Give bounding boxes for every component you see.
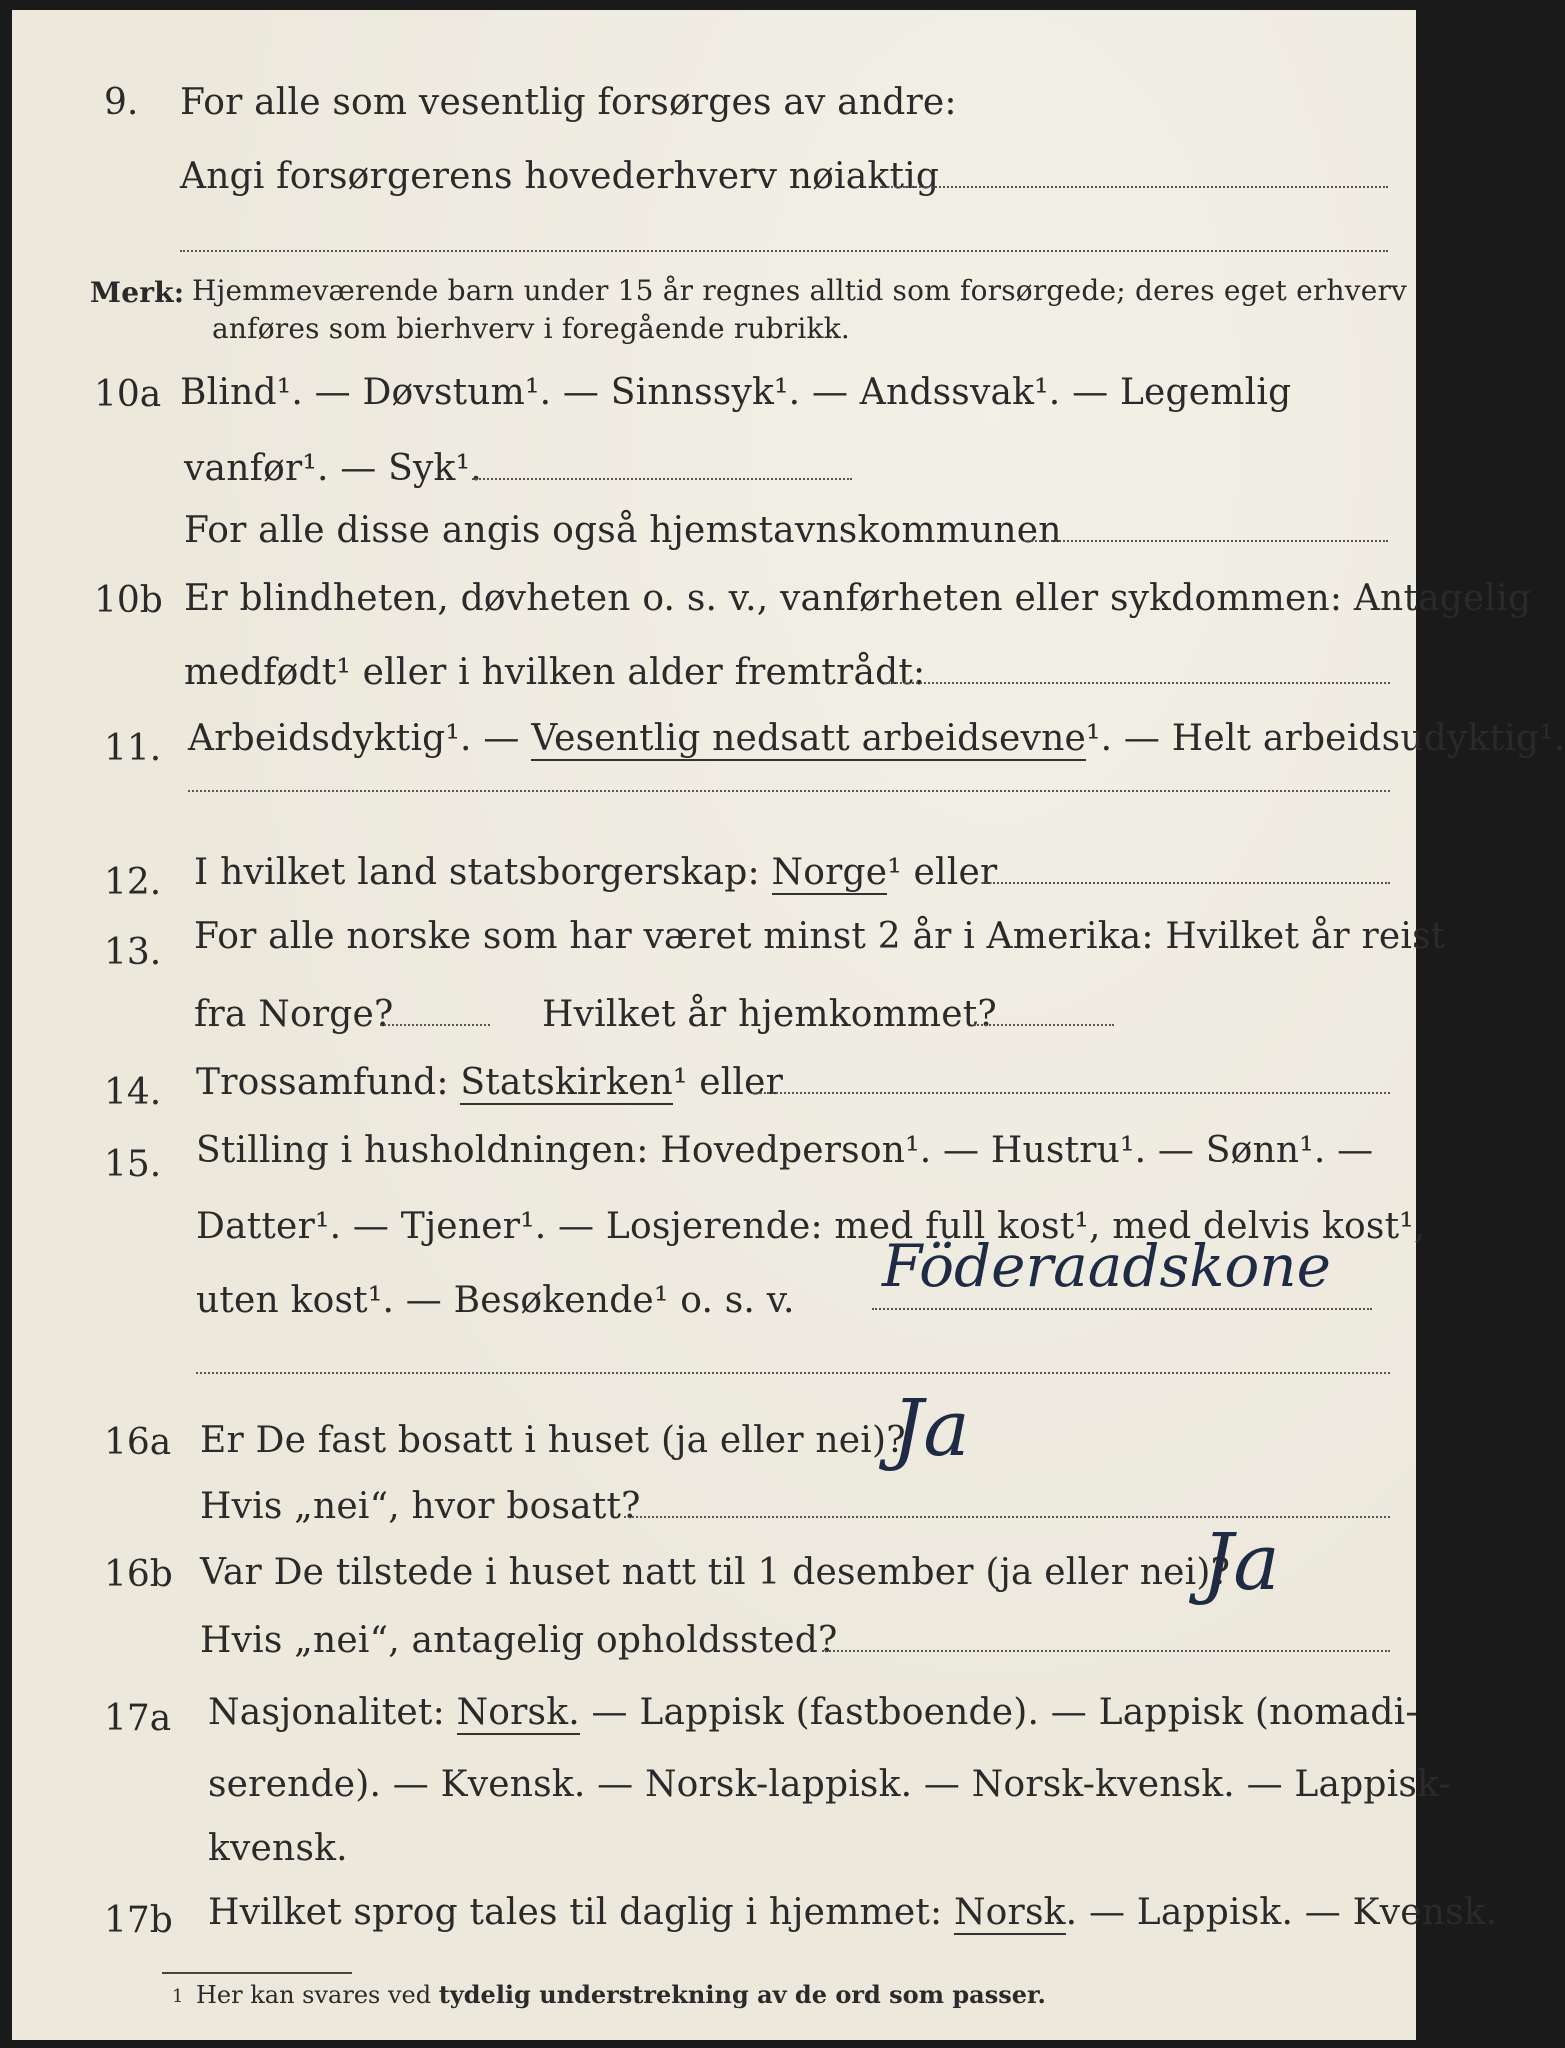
footnote-mark: 1	[172, 1986, 184, 2007]
q15-number: 15.	[104, 1144, 162, 1185]
q10a-line1: Blind¹. — Døvstum¹. — Sinnssyk¹. — Andssvak¹. — Legemlig	[180, 372, 1292, 413]
q11-line1: Arbeidsdyktig¹. — Vesentlig nedsatt arbeidsevne¹. — Helt arbeidsudyktig¹.	[188, 718, 1565, 759]
q14-line: Trossamfund: Statskirken¹ eller	[196, 1062, 784, 1103]
q15-line3: uten kost¹. — Besøkende¹ o. s. v.	[196, 1280, 795, 1321]
footnote-rule	[162, 1972, 352, 1974]
q10a-answer-line-2	[1024, 540, 1388, 542]
q17a-line3: kvensk.	[208, 1828, 348, 1869]
q12-underlined-answer: Norge	[771, 852, 888, 893]
q9-line1: For alle som vesentlig forsørges av andre:	[180, 82, 957, 123]
q12-line: I hvilket land statsborgerskap: Norge¹ eller	[194, 852, 998, 893]
merk-line2: anføres som bierhverv i foregående rubrikk.	[212, 312, 850, 345]
q10a-line2: vanfør¹. — Syk¹.	[184, 448, 482, 489]
q11-number: 11.	[104, 728, 162, 769]
q17a-line1: Nasjonalitet: Norsk. — Lappisk (fastboende). — Lappisk (nomadi-	[208, 1692, 1418, 1733]
q16a-line2: Hvis „nei“, hvor bosatt?	[200, 1486, 641, 1527]
q10b-answer-line	[884, 682, 1390, 684]
q16b-handwritten-answer: Ja	[1202, 1518, 1280, 1608]
q10a-line3: For alle disse angis også hjemstavnskommunen	[184, 510, 1062, 551]
q17b-line: Hvilket sprog tales til daglig i hjemmet: Norsk. — Lappisk. — Kvensk.	[208, 1892, 1498, 1933]
q15-handwritten-answer: Föderaadskone	[882, 1232, 1331, 1300]
q12-number: 12.	[104, 862, 162, 903]
q16a-handwritten-answer: Ja	[892, 1384, 970, 1474]
q12-answer-line	[982, 882, 1390, 884]
q13-answer-line-2	[974, 1024, 1114, 1026]
q16b-answer-line	[822, 1650, 1390, 1652]
q16b-line1: Var De tilstede i huset natt til 1 desember (ja eller nei)?	[200, 1552, 1231, 1593]
q10b-line1: Er blindheten, døvheten o. s. v., vanførheten eller sykdommen: Antagelig	[184, 578, 1532, 619]
q16a-number: 16a	[104, 1422, 172, 1463]
q16b-number: 16b	[104, 1554, 173, 1595]
q13-line2a: fra Norge?	[194, 994, 394, 1035]
census-form-page	[12, 10, 1565, 2040]
q16a-line1: Er De fast bosatt i huset (ja eller nei)?	[200, 1420, 906, 1461]
q11-answer-line	[188, 790, 1390, 792]
q17b-number: 17b	[104, 1900, 173, 1941]
q10b-number: 10b	[94, 580, 163, 621]
q13-answer-line-1	[380, 1024, 490, 1026]
q13-number: 13.	[104, 932, 162, 973]
q15-line2: Datter¹. — Tjener¹. — Losjerende: med full kost¹, med delvis kost¹,	[196, 1206, 1426, 1247]
q17a-number: 17a	[104, 1698, 172, 1739]
q13-line2b: Hvilket år hjemkommet?	[542, 994, 997, 1035]
footnote-text: Her kan svares ved tydelig understrekning av de ord som passer.	[196, 1980, 1046, 2009]
q14-number: 14.	[104, 1072, 162, 1113]
q11-underlined-answer: Vesentlig nedsatt arbeidsevne	[531, 718, 1086, 759]
q15-answer-line	[872, 1308, 1372, 1310]
q16b-line2: Hvis „nei“, antagelig opholdssted?	[200, 1620, 838, 1661]
q17b-underlined-answer: Norsk	[953, 1892, 1066, 1933]
q14-answer-line	[752, 1092, 1390, 1094]
q15-line1: Stilling i husholdningen: Hovedperson¹. — Hustru¹. — Sønn¹. —	[196, 1130, 1374, 1171]
merk-line1: Hjemmeværende barn under 15 år regnes alltid som forsørgede; deres eget erhverv	[192, 274, 1408, 307]
q17a-line2: serende). — Kvensk. — Norsk-lappisk. — Norsk-kvensk. — Lappisk-	[208, 1764, 1451, 1805]
q9-line2: Angi forsørgerens hovederhverv nøiaktig	[180, 156, 940, 197]
q10a-number: 10a	[94, 374, 162, 415]
q10b-line2: medfødt¹ eller i hvilken alder fremtrådt:	[184, 652, 926, 693]
q15-answer-line-2	[196, 1372, 1390, 1374]
q14-underlined-answer: Statskirken	[460, 1062, 673, 1103]
merk-label: Merk:	[90, 276, 185, 309]
q9-number: 9.	[104, 82, 139, 123]
q9-answer-line-2	[180, 250, 1388, 252]
q17a-underlined-answer: Norsk.	[456, 1692, 580, 1733]
q9-answer-line	[880, 186, 1388, 188]
q10a-answer-line	[472, 478, 852, 480]
q13-line1: For alle norske som har været minst 2 år i Amerika: Hvilket år reist	[194, 916, 1446, 957]
